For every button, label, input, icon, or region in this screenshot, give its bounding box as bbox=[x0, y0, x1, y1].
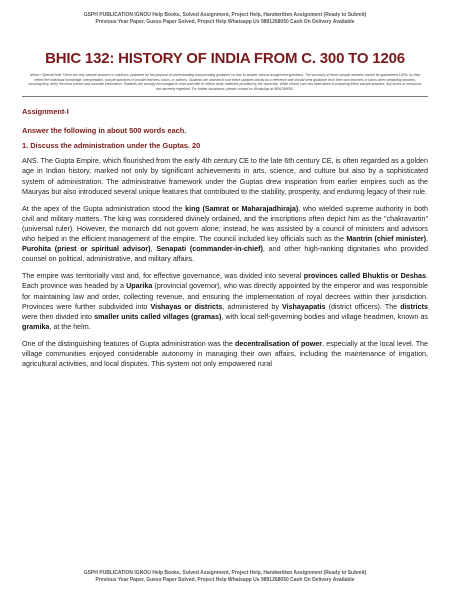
answer-paragraph bbox=[22, 204, 428, 265]
paragraph-text: , and other high-ranking dignitaries who provided counsel on political, administrative, and military affairs. bbox=[22, 245, 429, 264]
bold-term: Vishayas or districts bbox=[150, 302, 223, 311]
bold-term: provinces called Bhuktis or Deshas bbox=[303, 272, 426, 281]
document-page bbox=[0, 12, 450, 594]
instruction-text: Answer the following in about 500 words each. bbox=[22, 126, 187, 136]
paragraph-text: At the apex of the Gupta administration stood the bbox=[22, 204, 186, 213]
paragraph-text: The empire was territorially vast and, for effective governance, was divided into several bbox=[22, 272, 304, 281]
paragraph-text: , bbox=[426, 235, 428, 244]
footer-line-1: GSPH PUBLICATION IGNOU Help Books, Solved Assignment, Project Help, Handwritten Assignment (Ready to Submit) bbox=[83, 570, 367, 576]
bold-term: Purohita (priest or spiritual advisor) bbox=[22, 245, 151, 254]
bold-term: decentralisation of power bbox=[235, 339, 322, 348]
bold-term: districts bbox=[400, 302, 428, 311]
answer-paragraph bbox=[22, 156, 428, 196]
paragraph-text: , with local self-governing bodies and village headmen, known as bbox=[221, 312, 428, 321]
paragraph-text: . Each province was headed by a bbox=[22, 272, 428, 291]
paragraph-text: (provincial governor), who was directly appointed by the emperor and was responsible for maintaining law and order, collecting revenue, and ensuring the implementation of royal decrees within their jurisdiction. Provinces were further subdivided into bbox=[22, 282, 428, 311]
header-line-2: Previous Year Paper, Guess Paper Solved, Project Help Whatsapp Us 9891268050 Cash On Delivery Available bbox=[95, 19, 355, 25]
bold-term: Senapati (commander-in-chief) bbox=[156, 245, 263, 254]
answer-paragraph bbox=[22, 339, 428, 369]
paragraph-text: , who wielded supreme authority in both civil and military matters. The king was considered divinely ordained, and the inscriptions often depict him as the "chakravartin" (universal ruler). However, the monarch did not govern alone; instead, he was assisted by a council of ministers and advisors who helped in the efficient management of the empire. The council included key officials such as the bbox=[22, 204, 428, 244]
question-heading: 1. Discuss the administration under the Guptas. 20 bbox=[22, 141, 201, 151]
paragraph-text: One of the distinguishing features of Gupta administration was the bbox=[22, 339, 236, 348]
paragraph-text: ANS. The Gupta Empire, which flourished from the early 4th century CE to the late 6th century CE, is often regarded as a golden age in Indian history, marked not only by significant achievements in arts, science, and culture but also by a sophisticated system of administration. The administrative framework under the Guptas drew inspiration from earlier empires such as the Mauryas but also introduced several unique features that contributed to the stability, prosperity, and enduring legacy of their rule. bbox=[22, 157, 428, 196]
header-line-1: GSPH PUBLICATION IGNOU Help Books, Solved Assignment, Project Help, Handwritten Assignment (Ready to Submit) bbox=[83, 12, 367, 18]
divider bbox=[22, 96, 428, 97]
paragraph-text: (district officers). The bbox=[325, 302, 401, 311]
footer-line-2: Previous Year Paper, Guess Paper Solved, Project Help Whatsapp Us 9891268050 Cash On Delivery Available bbox=[95, 577, 355, 583]
answer-paragraph bbox=[22, 271, 428, 332]
paragraph-text: were then divided into bbox=[22, 312, 95, 321]
bold-term: gramika bbox=[22, 322, 50, 331]
paragraph-text: , especially at the local level. The village communities enjoyed considerable autonomy in managing their own affairs, including the maintenance of irrigation, agricultural activities, and local disputes. This system not only empowered rural bbox=[22, 339, 428, 369]
bold-term: Uparika bbox=[126, 282, 153, 291]
bold-term: smaller units called villages (gramas) bbox=[94, 312, 222, 321]
paragraph-text: , administered by bbox=[222, 302, 282, 311]
assignment-heading: Assignment-I bbox=[22, 107, 69, 117]
bold-term: Mantrin (chief minister) bbox=[346, 235, 427, 244]
bold-term: king (Samrat or Maharajadhiraja) bbox=[185, 204, 299, 213]
bold-term: Vishayapatis bbox=[281, 302, 326, 311]
answer-body bbox=[22, 156, 428, 369]
document-title: BHIC 132: HISTORY OF INDIA FROM C. 300 TO 1206 bbox=[45, 50, 405, 67]
paragraph-text: , at the helm. bbox=[49, 322, 91, 331]
paragraph-text: , bbox=[150, 245, 157, 254]
page-header bbox=[22, 12, 428, 26]
disclaimer-notice: Notice / Special Note These are only sample answers or solutions, prepared for the purpose of understanding and providing guidance on how to answer various assignment questions. The accuracy of these sample answers cannot be guaranteed 100%, as they reflect the individual knowledge, interpretation, and perspectives of private teachers, tutors, or authors. Students are advised to use these samples strictly as a reference and should seek guidance from their own teachers or tutors when preparing answers, ensuring they verify the most current and accurate information. Students are strongly encouraged to read and refer to official study materials provided by the university. While utmost care has been taken in preparing these sample answers, any errors or omissions are sincerely regretted. For further assistance, please contact us WhatsApp at 9891268050. bbox=[28, 73, 422, 91]
